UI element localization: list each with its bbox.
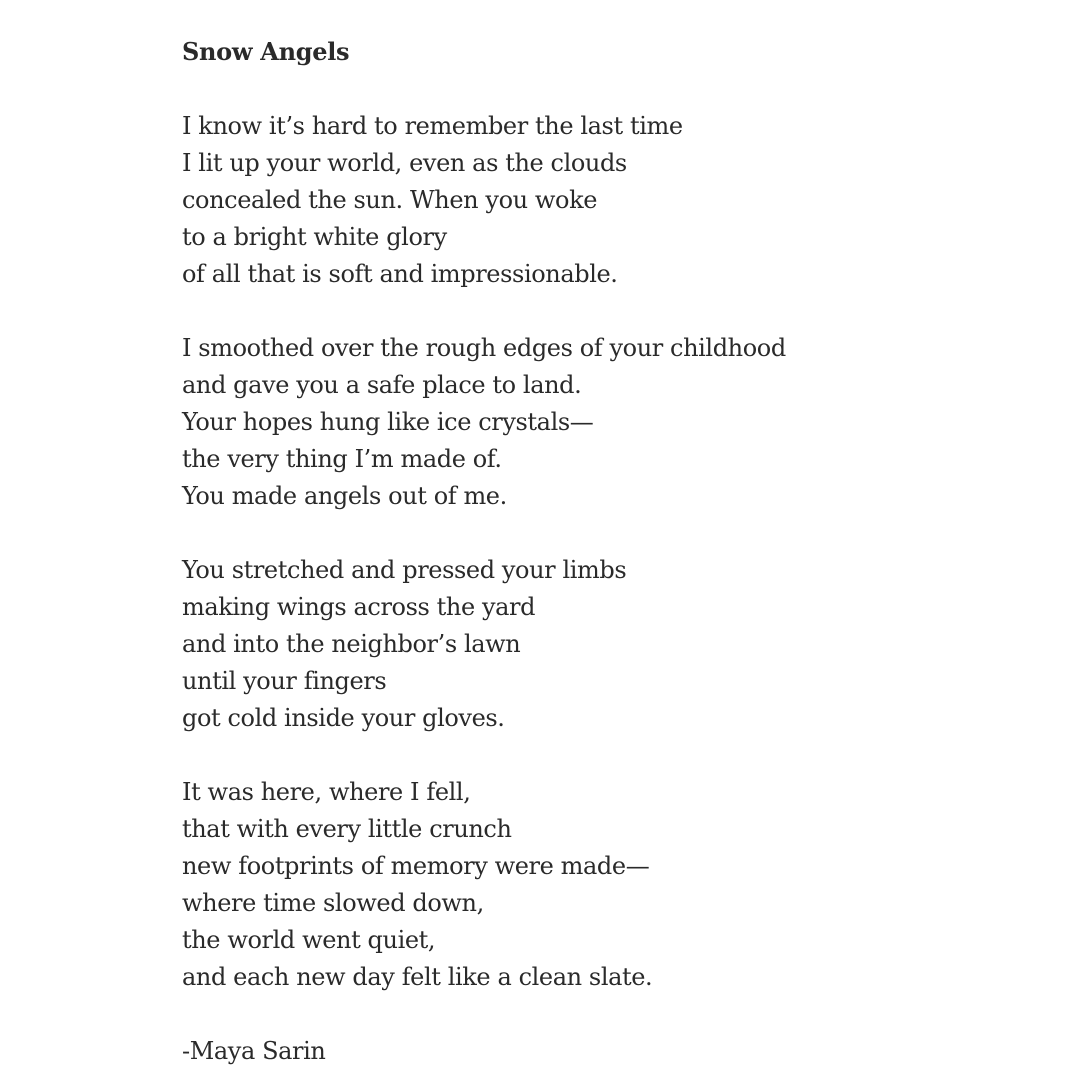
poem-line: I smoothed over the rough edges of your childhood (182, 334, 786, 362)
poem-line: until your fingers (182, 667, 387, 695)
poem-line: of all that is soft and impressionable. (182, 260, 618, 288)
poem-line: It was here, where I fell, (182, 778, 471, 806)
poem-line: concealed the sun. When you woke (182, 186, 598, 214)
stanza-3 (182, 552, 1040, 737)
author-signature: -Maya Sarin (182, 1037, 326, 1065)
poem-line: making wings across the yard (182, 593, 536, 621)
stanza-4 (182, 774, 1040, 996)
poem-line: and into the neighbor’s lawn (182, 630, 521, 658)
poem-line: the world went quiet, (182, 926, 436, 954)
poem-line: that with every little crunch (182, 815, 512, 843)
poem-line: Your hopes hung like ice crystals— (182, 408, 594, 436)
stanza-1 (182, 108, 1040, 293)
poem-line: You stretched and pressed your limbs (182, 556, 627, 584)
poem-line: new footprints of memory were made— (182, 852, 650, 880)
poem-page (182, 34, 1040, 1070)
poem-line: I lit up your world, even as the clouds (182, 149, 627, 177)
stanza-2 (182, 330, 1040, 515)
poem-title: Snow Angels (182, 37, 350, 66)
poem-line: I know it’s hard to remember the last time (182, 112, 683, 140)
poem-line: to a bright white glory (182, 223, 447, 251)
poem-line: and gave you a safe place to land. (182, 371, 582, 399)
poem-line: and each new day felt like a clean slate. (182, 963, 653, 991)
poem-line: where time slowed down, (182, 889, 484, 917)
poem-line: got cold inside your gloves. (182, 704, 505, 732)
poem-line: the very thing I’m made of. (182, 445, 502, 473)
poem-line: You made angels out of me. (182, 482, 507, 510)
